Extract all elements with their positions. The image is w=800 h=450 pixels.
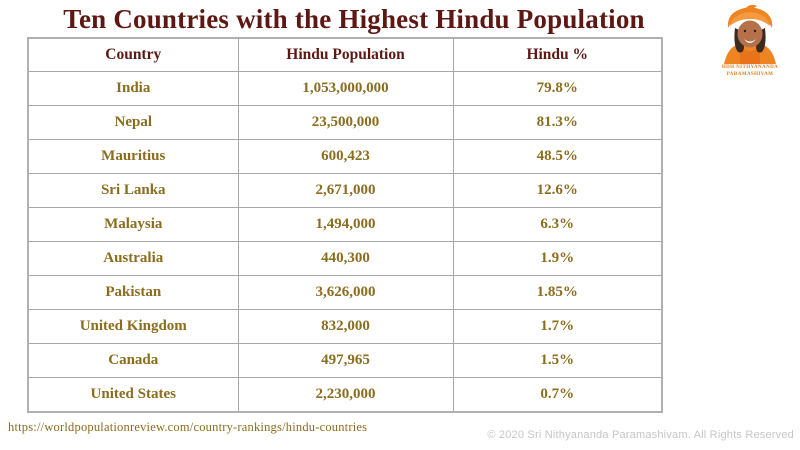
- table-row: [28, 344, 662, 378]
- table-cell: Pakistan: [28, 276, 238, 310]
- table-row: [28, 242, 662, 276]
- table-cell: 3,626,000: [238, 276, 453, 310]
- table-cell: 1.85%: [453, 276, 662, 310]
- table-cell: 48.5%: [453, 140, 662, 174]
- table-row: [28, 310, 662, 344]
- copyright-text: © 2020 Sri Nithyananda Paramashivam. All Rights Reserved: [487, 429, 794, 441]
- table-cell: 1.9%: [453, 242, 662, 276]
- table-cell: Canada: [28, 344, 238, 378]
- table-row: [28, 106, 662, 140]
- source-url-link[interactable]: https://worldpopulationreview.com/country-rankings/hindu-countries: [8, 420, 368, 434]
- table-cell: India: [28, 72, 238, 106]
- table-cell: 1.7%: [453, 310, 662, 344]
- table-cell: 6.3%: [453, 208, 662, 242]
- column-header-percent: Hindu %: [453, 38, 662, 72]
- table-cell: 600,423: [238, 140, 453, 174]
- table-row: [28, 72, 662, 106]
- table-row: [28, 140, 662, 174]
- table-cell: 23,500,000: [238, 106, 453, 140]
- table-cell: 2,230,000: [238, 378, 453, 413]
- table-cell: 0.7%: [453, 378, 662, 413]
- table-cell: Australia: [28, 242, 238, 276]
- table-cell: Mauritius: [28, 140, 238, 174]
- table-cell: 79.8%: [453, 72, 662, 106]
- table-cell: Malaysia: [28, 208, 238, 242]
- table-cell: 1,053,000,000: [238, 72, 453, 106]
- table-body: [28, 72, 662, 413]
- table-cell: 1.5%: [453, 344, 662, 378]
- table-row: [28, 378, 662, 413]
- table-row: [28, 208, 662, 242]
- table-cell: 832,000: [238, 310, 453, 344]
- page-title: Ten Countries with the Highest Hindu Population: [63, 4, 645, 34]
- column-header-country: Country: [28, 38, 238, 72]
- table-cell: Nepal: [28, 106, 238, 140]
- table-cell: United States: [28, 378, 238, 413]
- column-header-population: Hindu Population: [238, 38, 453, 72]
- table-cell: 12.6%: [453, 174, 662, 208]
- table-cell: 81.3%: [453, 106, 662, 140]
- table-row: [28, 174, 662, 208]
- logo-text-line1: HDH NITHYANANDA: [721, 65, 779, 70]
- table-cell: 440,300: [238, 242, 453, 276]
- table-row: [28, 276, 662, 310]
- table-cell: 2,671,000: [238, 174, 453, 208]
- table-cell: 497,965: [238, 344, 453, 378]
- brand-logo: [703, 2, 797, 78]
- table-cell: 1,494,000: [238, 208, 453, 242]
- table-cell: United Kingdom: [28, 310, 238, 344]
- swami-portrait-icon: [710, 2, 790, 64]
- logo-text-line2: PARAMASHIVAM: [726, 72, 774, 77]
- table-header-row: [28, 38, 662, 72]
- table-cell: Sri Lanka: [28, 174, 238, 208]
- hindu-population-table: [27, 37, 663, 413]
